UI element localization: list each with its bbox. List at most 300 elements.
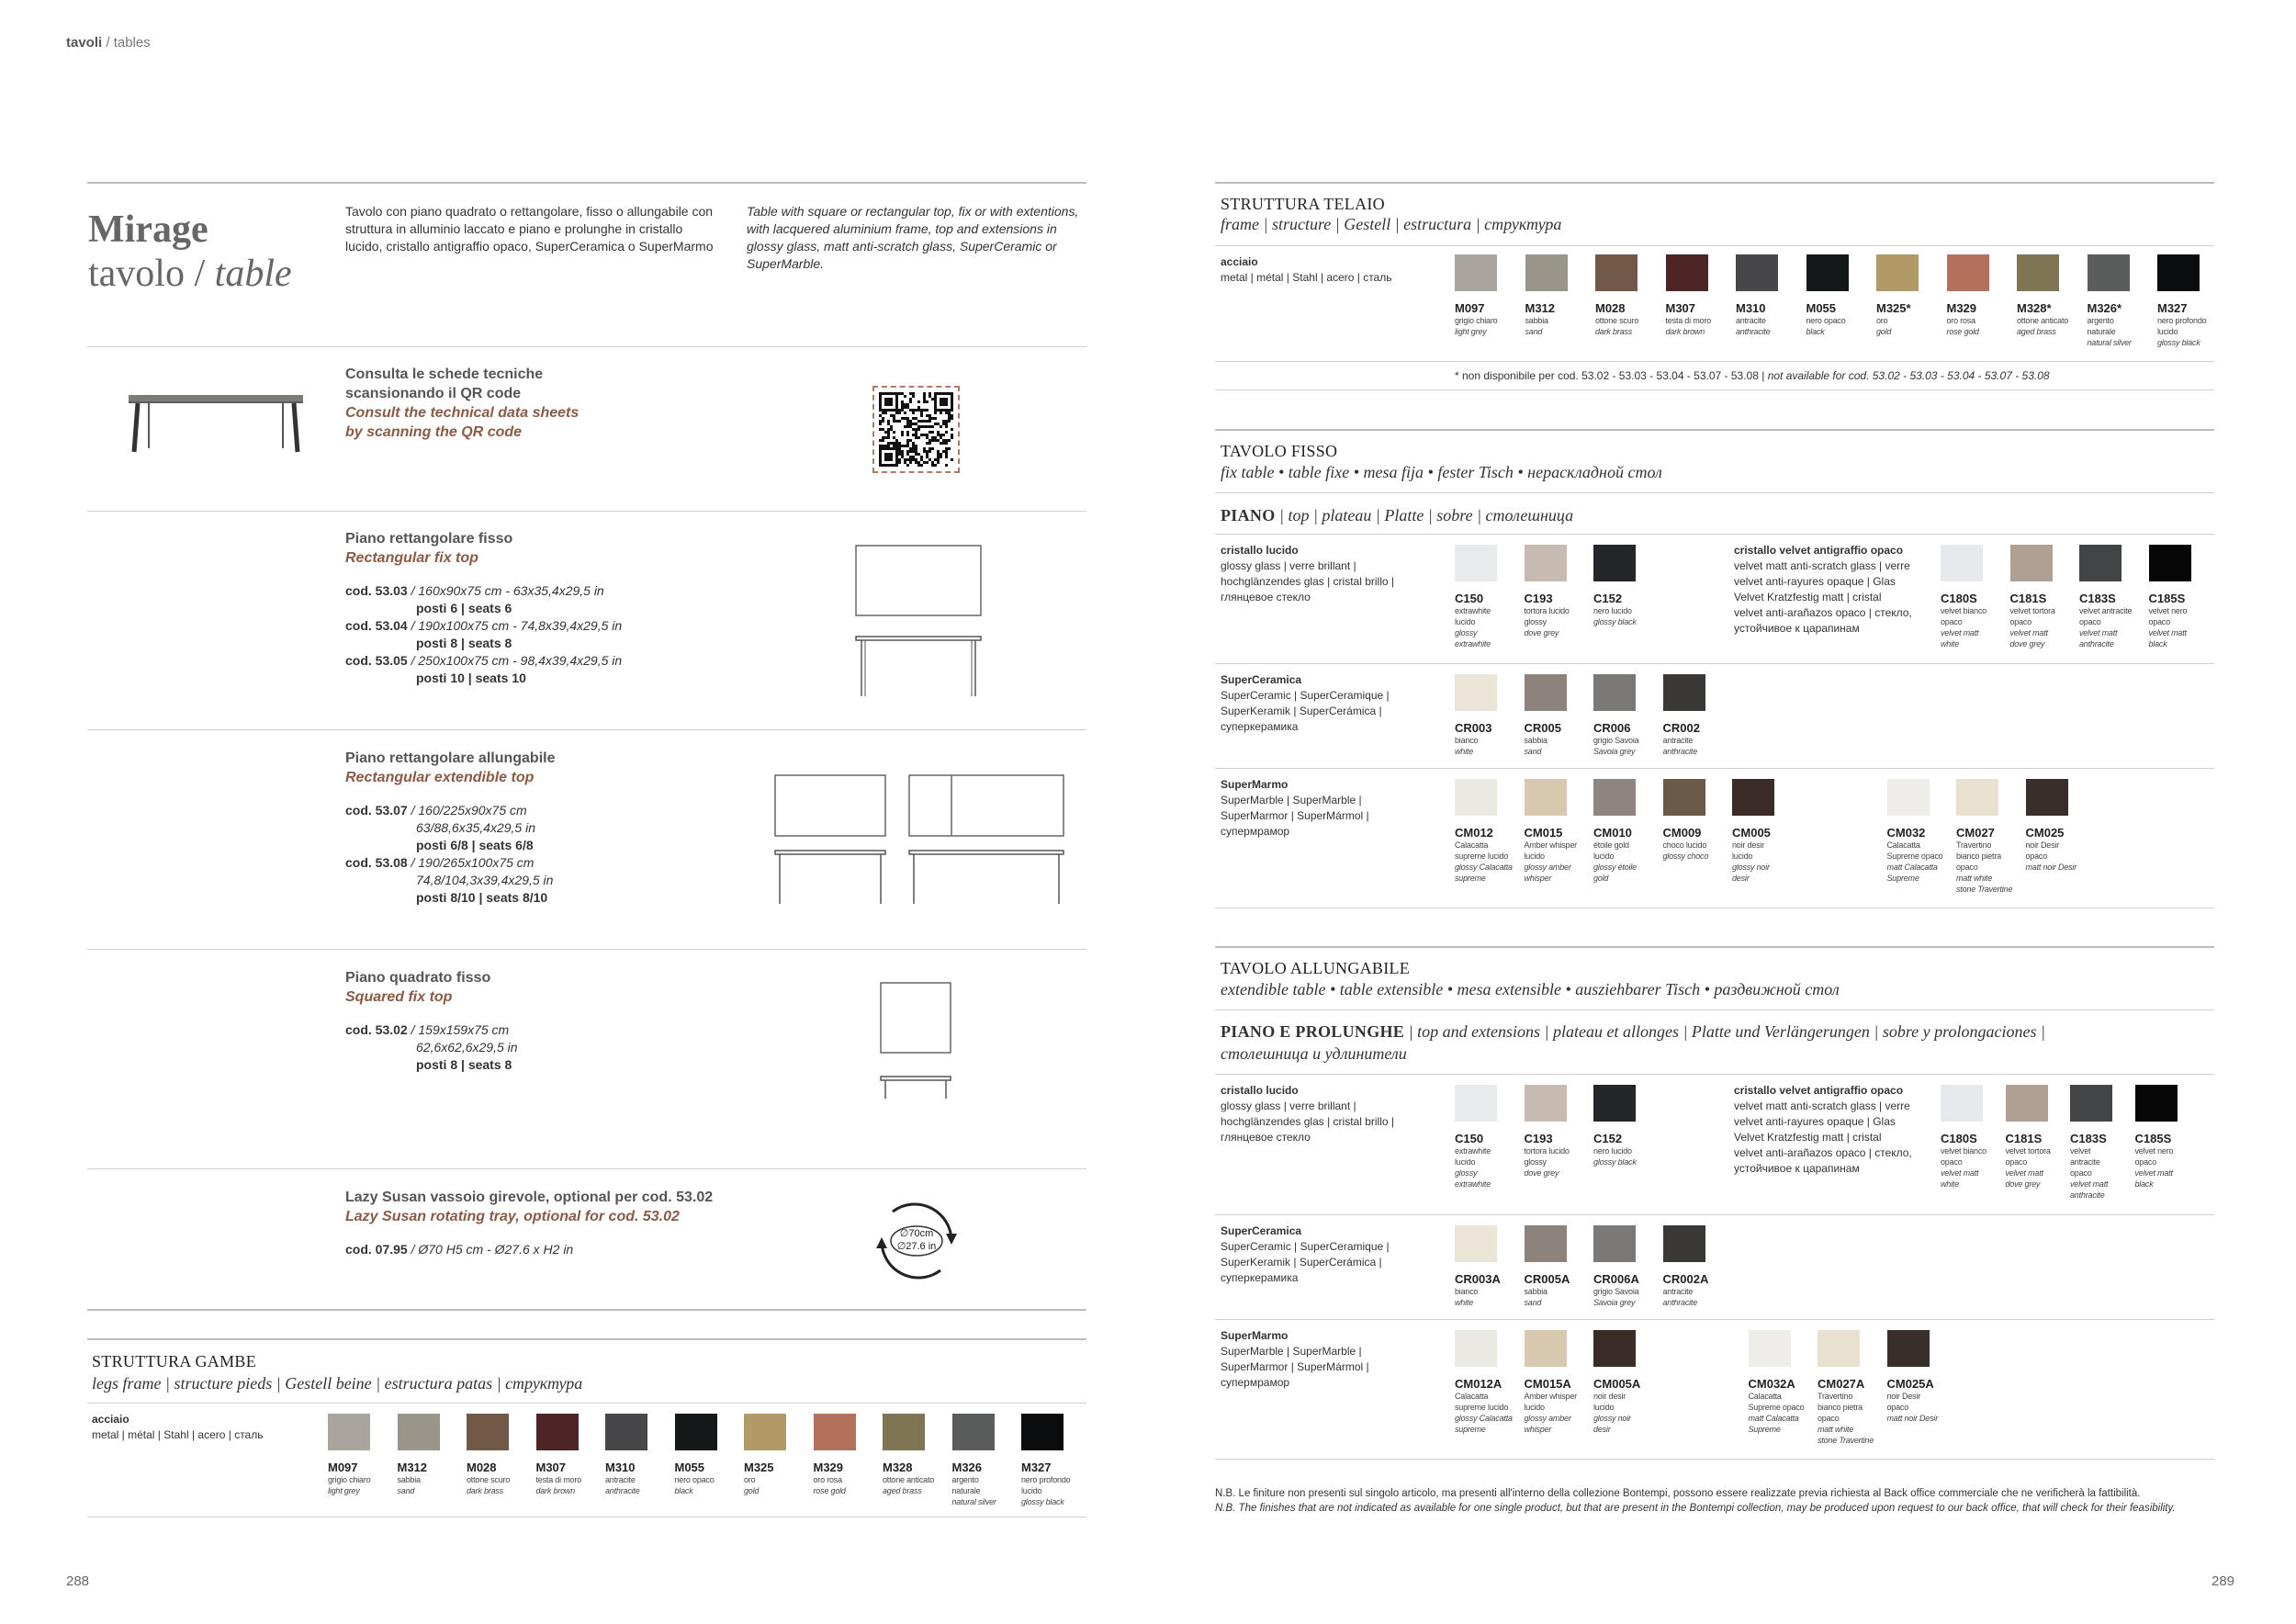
finish-name: velvet antracite bbox=[2079, 606, 2133, 615]
finish-name: opaco bbox=[2005, 1157, 2028, 1167]
dimensions: / 190/265x100x75 cm bbox=[407, 855, 535, 870]
finish-name: opaco bbox=[1956, 863, 1978, 872]
finish-name: velvet matt bbox=[2148, 628, 2187, 637]
ext-top-heading bbox=[1221, 1022, 2045, 1042]
color-chip bbox=[2149, 545, 2191, 581]
finish-code: CR006 bbox=[1593, 721, 1631, 735]
color-chip bbox=[1593, 1085, 1636, 1122]
color-chip bbox=[1663, 1225, 1705, 1262]
dimensions-in: 74,8/104,3x39,4x29,5 in bbox=[416, 873, 554, 887]
swatch bbox=[2026, 779, 2097, 873]
finish-code: C193 bbox=[1524, 1132, 1553, 1145]
material-name: cristallo lucido bbox=[1221, 544, 1299, 557]
color-chip bbox=[1749, 1330, 1791, 1367]
ext-ceramic-label bbox=[1221, 1224, 1390, 1286]
finish-name: Supreme opaco bbox=[1886, 851, 1943, 861]
swatch bbox=[1593, 674, 1664, 757]
finish-name: dove grey bbox=[1524, 1168, 1559, 1178]
finish-name: anthracite bbox=[2070, 1190, 2105, 1200]
finish-code: C185S bbox=[2134, 1132, 2172, 1145]
finish-name: opaco bbox=[2025, 851, 2048, 861]
material-line: velvet anti-rayures opaque | Glas bbox=[1734, 575, 1896, 588]
material-name: cristallo lucido bbox=[1221, 1084, 1299, 1097]
top-square bbox=[345, 968, 518, 1074]
color-chip bbox=[1455, 1330, 1497, 1367]
finish-code: M326 bbox=[951, 1460, 983, 1474]
material-name: SuperCeramica bbox=[1221, 673, 1302, 686]
swatch bbox=[1806, 254, 1877, 337]
finish-code: C150 bbox=[1455, 1132, 1484, 1145]
swatch bbox=[1663, 1225, 1734, 1308]
frame-note-it: * non disponibile per cod. 53.02 - 53.03 - 53.04 - 53.07 - 53.08 | bbox=[1455, 369, 1768, 382]
finish-code: C181S bbox=[2009, 592, 2047, 605]
finish-code: CR005 bbox=[1524, 721, 1561, 735]
swatch bbox=[1525, 779, 1595, 884]
frame-note bbox=[1455, 369, 2050, 382]
legs-title: STRUTTURA GAMBE bbox=[92, 1352, 257, 1370]
legs-material bbox=[92, 1412, 264, 1443]
product-subtitle bbox=[88, 252, 292, 296]
product-subtitle-en: table bbox=[214, 253, 292, 295]
color-chip bbox=[1455, 674, 1497, 711]
swatch bbox=[883, 1414, 953, 1496]
finish-name: sabbia bbox=[397, 1475, 421, 1484]
finish-name: bianco bbox=[1455, 1287, 1479, 1296]
top-fixed-rect bbox=[345, 529, 622, 687]
color-chip bbox=[467, 1414, 509, 1450]
finish-code: CM012A bbox=[1455, 1377, 1503, 1391]
ext-marble-label bbox=[1221, 1328, 1369, 1391]
material-line: SuperCeramic | SuperCeramique | bbox=[1221, 689, 1390, 702]
finish-name: glossy bbox=[1455, 628, 1478, 637]
color-chip bbox=[1455, 545, 1497, 581]
finish-name: oro rosa bbox=[813, 1475, 842, 1484]
swatch bbox=[1593, 1330, 1664, 1435]
swatch bbox=[814, 1414, 884, 1496]
breadcrumb bbox=[66, 35, 151, 51]
finish-name: light grey bbox=[1455, 327, 1487, 336]
table-thumbnail bbox=[127, 386, 307, 459]
material-line: velvet anti-rayures opaque | Glas bbox=[1734, 1115, 1896, 1128]
finish-name: extrawhite bbox=[1455, 1146, 1491, 1156]
finish-name: glossy choco bbox=[1662, 851, 1709, 861]
swatch bbox=[1732, 779, 1803, 884]
swatch bbox=[1947, 254, 2018, 337]
fixed-title: TAVOLO FISSO bbox=[1221, 442, 1338, 460]
finish-code: C152 bbox=[1593, 592, 1623, 605]
fixed-glass-label bbox=[1221, 543, 1394, 605]
finish-name: gold bbox=[1876, 327, 1892, 336]
frame-title: STRUTTURA TELAIO bbox=[1221, 195, 1385, 213]
finish-code: C181S bbox=[2005, 1132, 2043, 1145]
qr-line-3: Consult the technical data sheets bbox=[345, 405, 580, 421]
finish-name: Calacatta bbox=[1886, 840, 1920, 850]
material-line: Velvet Kratzfestig matt | cristal bbox=[1734, 591, 1882, 603]
material-line: hochglänzendes glas | cristal brillo | bbox=[1221, 1115, 1394, 1128]
finish-name: Calacatta bbox=[1455, 1392, 1489, 1401]
finish-name: glossy Calacatta bbox=[1455, 863, 1513, 872]
swatch bbox=[1525, 1085, 1595, 1179]
lazy-susan bbox=[345, 1188, 713, 1258]
finish-name: dark brown bbox=[535, 1486, 576, 1495]
color-chip bbox=[2079, 545, 2122, 581]
color-chip bbox=[1941, 545, 1983, 581]
product-subtitle-it: tavolo / bbox=[88, 253, 215, 295]
finish-name: antracite bbox=[2070, 1157, 2100, 1167]
drawing-rect-top bbox=[852, 544, 986, 700]
finish-code: M312 bbox=[397, 1460, 428, 1474]
qr-line-1: Consulta le schede tecniche bbox=[345, 367, 544, 382]
finish-name: Amber whisper bbox=[1524, 840, 1577, 850]
finish-name: matt white bbox=[1956, 874, 1993, 883]
finish-name: lucido bbox=[1524, 851, 1545, 861]
finish-name: oro rosa bbox=[1946, 316, 1975, 325]
finish-name: glossy bbox=[1524, 617, 1547, 626]
color-chip bbox=[328, 1414, 370, 1450]
swatch bbox=[2070, 1085, 2141, 1201]
finish-code: CR006A bbox=[1593, 1272, 1639, 1286]
swatch bbox=[1749, 1330, 1819, 1435]
finish-code: M028 bbox=[467, 1460, 497, 1474]
material-line: velvet anti-arañazos opaco | стекло, bbox=[1734, 1146, 1912, 1159]
swatch bbox=[2088, 254, 2158, 348]
material-line: устойчивое к царапинам bbox=[1734, 622, 1860, 635]
ext-top-subtitle-2: столешница и удлинители bbox=[1221, 1044, 1407, 1063]
finish-code: M055 bbox=[674, 1460, 705, 1474]
finish-name: ottone anticato bbox=[2017, 316, 2069, 325]
color-chip bbox=[2006, 1085, 2048, 1122]
frame-material-name: acciaio bbox=[1221, 255, 1258, 268]
finish-code: M326* bbox=[2087, 301, 2122, 315]
finish-name: nero opaco bbox=[1806, 316, 1846, 325]
swatch bbox=[605, 1414, 676, 1496]
finish-name: supreme bbox=[1455, 874, 1486, 883]
color-chip bbox=[1887, 779, 1930, 816]
finish-name: lucido bbox=[1455, 617, 1476, 626]
finish-name: supreme lucido bbox=[1455, 851, 1509, 861]
legs-swatches bbox=[328, 1414, 1081, 1515]
top-subtitle: Lazy Susan rotating tray, optional for cod. 53.02 bbox=[345, 1209, 680, 1224]
material-line: глянцевое стекло bbox=[1221, 1131, 1311, 1144]
dimensions: / Ø70 H5 cm - Ø27.6 x H2 in bbox=[407, 1242, 574, 1257]
finish-name: noir desir bbox=[1732, 840, 1765, 850]
finish-code: M325 bbox=[744, 1460, 774, 1474]
finish-name: sabbia bbox=[1524, 1287, 1548, 1296]
seats: posti 10 | seats 10 bbox=[416, 671, 526, 685]
color-chip bbox=[1525, 1225, 1567, 1262]
finish-code: M328 bbox=[883, 1460, 913, 1474]
finish-code: M327 bbox=[2157, 301, 2188, 315]
material-line: супермрамор bbox=[1221, 825, 1290, 838]
swatch bbox=[1876, 254, 1947, 337]
finish-name: white bbox=[1455, 1298, 1474, 1307]
finish-code: C180S bbox=[1941, 1132, 1977, 1145]
page-number-left: 288 bbox=[66, 1573, 90, 1589]
color-chip bbox=[1525, 545, 1567, 581]
finish-code: CM012 bbox=[1455, 826, 1493, 840]
finish-name: velvet bbox=[2070, 1146, 2091, 1156]
material-name: cristallo velvet antigraffio opaco bbox=[1734, 544, 1904, 557]
finish-name: antracite bbox=[605, 1475, 636, 1484]
dimensions-in: 63/88,6x35,4x29,5 in bbox=[416, 820, 535, 835]
ext-glass-swatches bbox=[1455, 1085, 1675, 1204]
swatch bbox=[1593, 1225, 1664, 1308]
color-chip bbox=[2010, 545, 2053, 581]
finish-name: ottone scuro bbox=[467, 1475, 511, 1484]
swatch bbox=[1455, 254, 1525, 337]
dimensions: / 160/225x90x75 cm bbox=[407, 803, 527, 818]
material-line: SuperKeramik | SuperCerámica | bbox=[1221, 1256, 1382, 1269]
top-title: Piano rettangolare fisso bbox=[345, 531, 513, 547]
swatch bbox=[1525, 545, 1595, 638]
finish-name: desir bbox=[1732, 874, 1750, 883]
finish-name: velvet tortora bbox=[2009, 606, 2055, 615]
top-title: Piano quadrato fisso bbox=[345, 970, 491, 986]
finish-name: sand bbox=[397, 1486, 415, 1495]
ext-top-subtitle: | top and extensions | plateau et allonges | Platte und Verlängerungen | sobre y prolongaciones | bbox=[1404, 1022, 2045, 1041]
finish-name: argento bbox=[951, 1475, 979, 1484]
finish-name: Savoia grey bbox=[1593, 747, 1636, 756]
color-chip bbox=[1818, 1330, 1860, 1367]
fixed-marble-swatches bbox=[1455, 779, 2217, 908]
color-chip bbox=[1956, 779, 1998, 816]
finish-code: CR003A bbox=[1455, 1272, 1501, 1286]
finish-name: whisper bbox=[1524, 1425, 1552, 1434]
fixed-ceramic-label bbox=[1221, 672, 1390, 735]
swatch bbox=[1595, 254, 1666, 337]
finish-name: matt Calacatta bbox=[1886, 863, 1938, 872]
color-chip bbox=[1663, 674, 1705, 711]
tray-diameter-in: ∅27.6 in bbox=[896, 1241, 937, 1252]
finish-name: sand bbox=[1525, 327, 1543, 336]
material-line: velvet anti-arañazos opaco | стекло, bbox=[1734, 606, 1912, 619]
fixed-top-subtitle: | top | plateau | Platte | sobre | столешница bbox=[1275, 506, 1574, 524]
finish-name: rose gold bbox=[813, 1486, 846, 1495]
color-chip bbox=[2088, 254, 2130, 291]
finish-code: CM027A bbox=[1818, 1377, 1865, 1391]
finish-code: M097 bbox=[328, 1460, 358, 1474]
swatch bbox=[1455, 674, 1525, 757]
finish-name: naturale bbox=[951, 1486, 981, 1495]
finish-code: CM025A bbox=[1886, 1377, 1934, 1391]
finish-code: M325* bbox=[1876, 301, 1911, 315]
finish-name: oro bbox=[1876, 316, 1888, 325]
finish-name: glossy étoile bbox=[1593, 863, 1637, 872]
finish-name: glossy noir bbox=[1593, 1414, 1631, 1423]
finish-code: CM032 bbox=[1886, 826, 1926, 840]
ext-ceramic-swatches bbox=[1455, 1225, 1749, 1317]
finish-name: gold bbox=[744, 1486, 760, 1495]
fixed-marble-label bbox=[1221, 777, 1369, 840]
finish-name: opaco bbox=[2134, 1157, 2157, 1167]
finish-code: C185S bbox=[2148, 592, 2186, 605]
finish-name: glossy amber bbox=[1524, 863, 1571, 872]
finish-name: opaco bbox=[1818, 1414, 1840, 1423]
top-subtitle: Rectangular extendible top bbox=[345, 770, 535, 785]
finish-code: CM005 bbox=[1732, 826, 1771, 840]
finish-code: CM025 bbox=[2025, 826, 2065, 840]
finish-name: glossy noir bbox=[1732, 863, 1770, 872]
swatch bbox=[952, 1414, 1023, 1507]
material-line: SuperCeramic | SuperCeramique | bbox=[1221, 1240, 1390, 1253]
color-chip bbox=[1595, 254, 1638, 291]
finish-name: black bbox=[1806, 327, 1825, 336]
finish-name: testa di moro bbox=[1665, 316, 1711, 325]
finish-name: nero lucido bbox=[1593, 1146, 1632, 1156]
color-chip bbox=[1593, 779, 1636, 816]
qr-line-2: scansionando il QR code bbox=[345, 386, 522, 401]
material-line: glossy glass | verre brillant | bbox=[1221, 559, 1356, 572]
code: cod. 53.07 bbox=[345, 803, 408, 818]
swatch bbox=[744, 1414, 815, 1496]
finish-name: extrawhite bbox=[1455, 606, 1491, 615]
code: cod. 53.04 bbox=[345, 618, 408, 633]
finish-name: sand bbox=[1524, 1298, 1542, 1307]
finish-name: aged brass bbox=[2017, 327, 2056, 336]
finish-name: opaco bbox=[2009, 617, 2032, 626]
code: cod. 53.08 bbox=[345, 855, 408, 870]
finish-name: bianco pietra bbox=[1818, 1403, 1863, 1412]
finish-name: natural silver bbox=[2087, 338, 2132, 347]
finish-name: grigio chiaro bbox=[328, 1475, 371, 1484]
swatch bbox=[675, 1414, 746, 1496]
finish-name: nero lucido bbox=[1593, 606, 1632, 615]
color-chip bbox=[1455, 1225, 1497, 1262]
finish-name: aged brass bbox=[883, 1486, 922, 1495]
ext-glass-label bbox=[1221, 1083, 1394, 1145]
finish-name: lucido bbox=[1593, 1403, 1615, 1412]
finish-name: opaco bbox=[2148, 617, 2171, 626]
swatch bbox=[1525, 254, 1596, 337]
finish-code: CR003 bbox=[1455, 721, 1492, 735]
finish-name: Travertino bbox=[1956, 840, 1992, 850]
footnote bbox=[1215, 1486, 2176, 1516]
finish-name: lucido bbox=[1524, 1403, 1545, 1412]
material-name: SuperMarmo bbox=[1221, 1329, 1289, 1342]
swatch bbox=[1887, 779, 1958, 884]
finish-code: M327 bbox=[1021, 1460, 1052, 1474]
color-chip bbox=[2026, 779, 2068, 816]
finish-code: CM015 bbox=[1524, 826, 1563, 840]
material-line: SuperMarmor | SuperMármol | bbox=[1221, 1360, 1369, 1373]
color-chip bbox=[2017, 254, 2059, 291]
swatch bbox=[2010, 545, 2081, 649]
color-chip bbox=[744, 1414, 786, 1450]
legs-material-name: acciaio bbox=[92, 1413, 129, 1426]
finish-code: C152 bbox=[1593, 1132, 1623, 1145]
finish-name: velvet bianco bbox=[1941, 606, 1986, 615]
finish-name: matt white bbox=[1818, 1425, 1854, 1434]
finish-name: desir bbox=[1593, 1425, 1611, 1434]
finish-name: Calacatta bbox=[1748, 1392, 1782, 1401]
finish-name: light grey bbox=[328, 1486, 360, 1495]
color-chip bbox=[1455, 779, 1497, 816]
color-chip bbox=[2157, 254, 2200, 291]
material-line: суперкерамика bbox=[1221, 720, 1299, 733]
material-line: SuperMarmor | SuperMármol | bbox=[1221, 809, 1369, 822]
finish-name: white bbox=[1941, 639, 1960, 648]
swatch bbox=[1455, 779, 1525, 884]
finish-code: M097 bbox=[1455, 301, 1485, 315]
finish-name: velvet matt bbox=[2009, 628, 2048, 637]
color-chip bbox=[952, 1414, 995, 1450]
drawing-square-top bbox=[877, 981, 960, 1100]
finish-code: M310 bbox=[605, 1460, 636, 1474]
finish-name: Supreme bbox=[1748, 1425, 1781, 1434]
finish-name: gold bbox=[1593, 874, 1609, 883]
finish-name: grigio chiaro bbox=[1455, 316, 1498, 325]
frame-swatches bbox=[1455, 254, 2213, 355]
swatch bbox=[1887, 1330, 1958, 1424]
swatch bbox=[1818, 1330, 1888, 1446]
finish-name: black bbox=[674, 1486, 693, 1495]
fixed-velvet-label bbox=[1734, 543, 1912, 637]
dimensions: / 190x100x75 cm - 74,8x39,4x29,5 in bbox=[407, 618, 623, 633]
finish-code: C150 bbox=[1455, 592, 1484, 605]
finish-name: testa di moro bbox=[535, 1475, 581, 1484]
seats: posti 6/8 | seats 6/8 bbox=[416, 838, 534, 852]
swatch bbox=[1455, 1085, 1525, 1190]
finish-name: velvet matt bbox=[1941, 628, 1979, 637]
code: cod. 07.95 bbox=[345, 1242, 408, 1257]
swatch bbox=[1593, 545, 1664, 627]
finish-name: glossy black bbox=[1593, 1157, 1637, 1167]
material-name: SuperCeramica bbox=[1221, 1224, 1302, 1237]
finish-code: M307 bbox=[1665, 301, 1696, 315]
finish-name: matt noir Desir bbox=[2025, 863, 2077, 872]
footnote-en: N.B. The finishes that are not indicated as available for one single product, but that are present in the Bontempi collection, may be produced upon request to our back office, that will check for their feasibility. bbox=[1215, 1503, 2176, 1514]
fixed-ceramic-swatches bbox=[1455, 674, 1749, 766]
swatch bbox=[1663, 674, 1734, 757]
dimensions: / 160x90x75 cm - 63x35,4x29,5 in bbox=[407, 583, 604, 598]
finish-name: nero profondo bbox=[2157, 316, 2207, 325]
finish-name: antracite bbox=[1736, 316, 1766, 325]
finish-name: velvet nero bbox=[2134, 1146, 2174, 1156]
swatch bbox=[2017, 254, 2088, 337]
finish-name: lucido bbox=[1021, 1486, 1042, 1495]
legs-material-langs: metal | métal | Stahl | acero | сталь bbox=[92, 1428, 264, 1441]
page-number-right: 289 bbox=[2212, 1573, 2235, 1589]
finish-name: sabbia bbox=[1525, 316, 1548, 325]
finish-name: lucido bbox=[1455, 1157, 1476, 1167]
finish-name: Amber whisper bbox=[1524, 1392, 1577, 1401]
finish-name: extrawhite bbox=[1455, 1179, 1491, 1189]
material-line: SuperKeramik | SuperCerámica | bbox=[1221, 705, 1382, 717]
finish-name: glossy black bbox=[2157, 338, 2200, 347]
finish-name: choco lucido bbox=[1662, 840, 1707, 850]
description-it: Tavolo con piano quadrato o rettangolare, fisso o allungabile con struttura in alluminio laccato e piano e prolunghe in cristallo lucido, cristallo antigraffio opaco, SuperCeramica o SuperMarmo bbox=[345, 204, 714, 254]
finish-name: stone Travertine bbox=[1818, 1436, 1874, 1445]
finish-name: black bbox=[2148, 639, 2167, 648]
finish-name: Travertino bbox=[1818, 1392, 1853, 1401]
color-chip bbox=[1732, 779, 1774, 816]
qr-code[interactable] bbox=[872, 386, 960, 473]
finish-name: velvet tortora bbox=[2005, 1146, 2051, 1156]
finish-name: dark brown bbox=[1665, 327, 1705, 336]
breadcrumb-rest: / tables bbox=[102, 35, 151, 51]
seats: posti 8/10 | seats 8/10 bbox=[416, 890, 548, 905]
color-chip bbox=[1947, 254, 1989, 291]
finish-name: tortora lucido bbox=[1524, 1146, 1570, 1156]
finish-code: CM009 bbox=[1662, 826, 1702, 840]
swatch bbox=[1736, 254, 1806, 337]
color-chip bbox=[883, 1414, 925, 1450]
ext-title: TAVOLO ALLUNGABILE bbox=[1221, 959, 1411, 977]
finish-name: noir Desir bbox=[1886, 1392, 1921, 1401]
color-chip bbox=[1525, 1085, 1567, 1122]
finish-name: white bbox=[1455, 747, 1474, 756]
description-en: Table with square or rectangular top, fix or with extentions, with lacquered aluminium frame, top and extensions in glossy glass, matt anti-scratch glass, SuperCeramic or SuperMarble. bbox=[747, 204, 1079, 271]
